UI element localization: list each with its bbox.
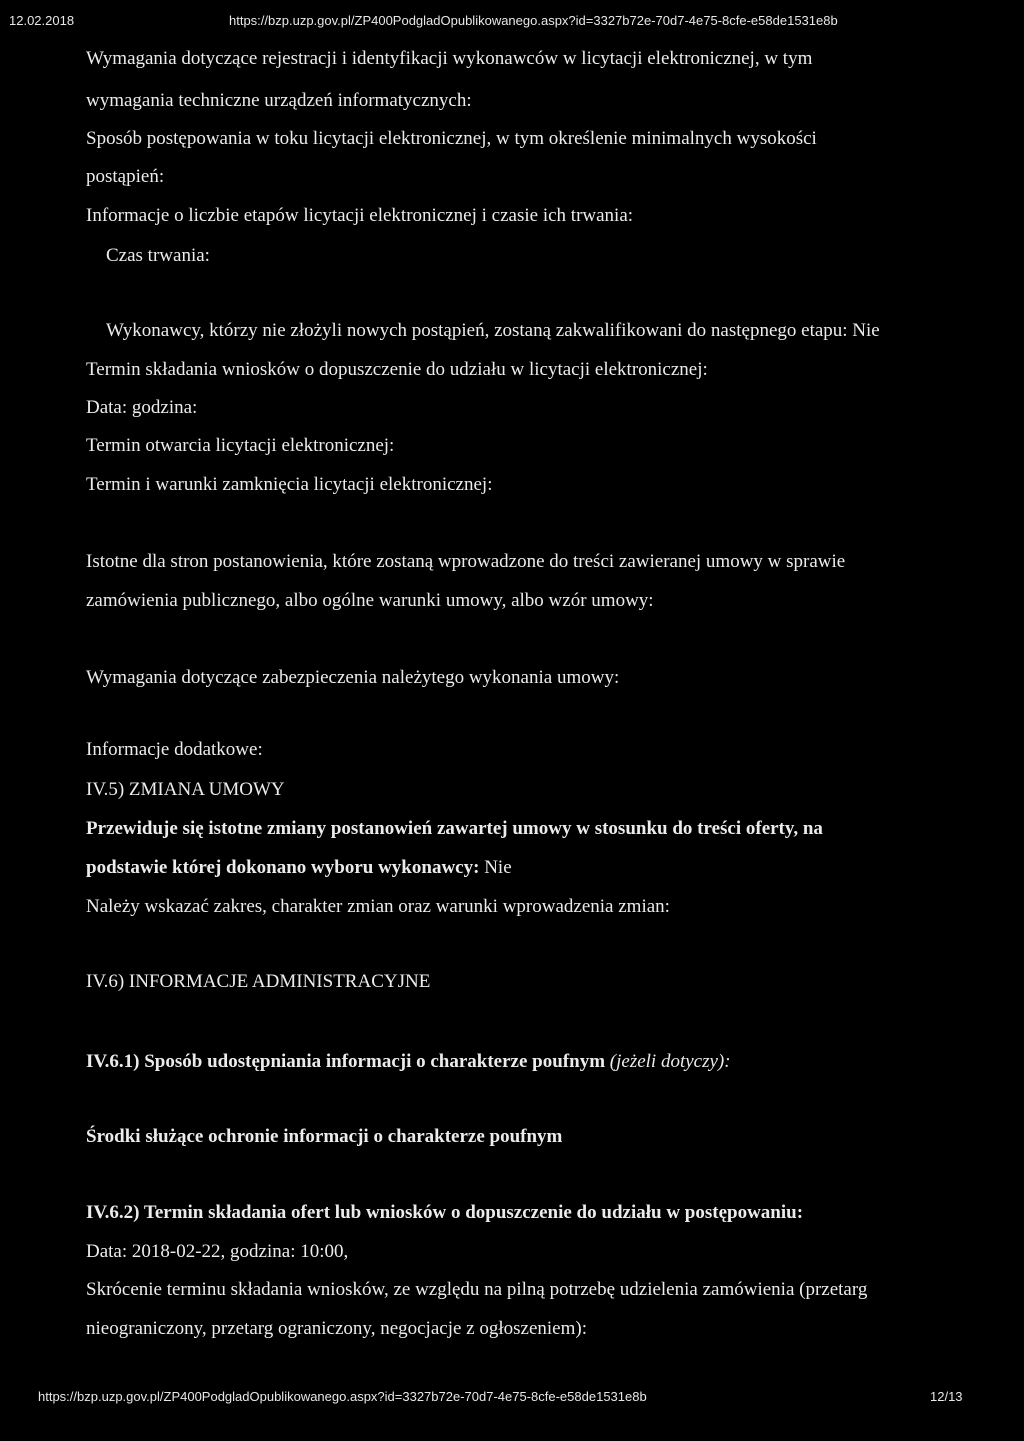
text-line: zamówienia publicznego, albo ogólne warunki umowy, albo wzór umowy: — [86, 590, 654, 611]
text-line: nieograniczony, przetarg ograniczony, negocjacje z ogłoszeniem): — [86, 1318, 587, 1339]
text-line: postąpień: — [86, 166, 165, 187]
text-line: wymagania techniczne urządzeń informatycznych: — [86, 90, 472, 111]
bold-text-line: Środki służące ochronie informacji o charakterze poufnym — [86, 1126, 563, 1147]
bold-label: podstawie której dokonano wyboru wykonawcy: — [86, 857, 480, 878]
section-heading-iv5: IV.5) ZMIANA UMOWY — [86, 779, 285, 800]
text-line: Data: 2018-02-22, godzina: 10:00, — [86, 1241, 349, 1262]
text-line: Sposób postępowania w toku licytacji elektronicznej, w tym określenie minimalnych wysokości — [86, 128, 817, 149]
text-line: Data: godzina: — [86, 397, 198, 418]
print-date: 12.02.2018 — [9, 13, 75, 28]
text-line: Skrócenie terminu składania wniosków, ze względu na pilną potrzebę udzielenia zamówienia (przetarg — [86, 1279, 868, 1300]
section-heading-iv62: IV.6.2) Termin składania ofert lub wniosków o dopuszczenie do udziału w postępowaniu: — [86, 1202, 804, 1223]
text-line: Wymagania dotyczące zabezpieczenia należytego wykonania umowy: — [86, 667, 620, 688]
text-line-mixed — [86, 857, 512, 879]
page-number: 12/13 — [930, 1389, 963, 1404]
text-line: Termin składania wniosków o dopuszczenie do udziału w licytacji elektronicznej: — [86, 359, 708, 380]
italic-note: (jeżeli dotyczy): — [609, 1051, 731, 1072]
section-heading-iv61 — [86, 1051, 731, 1073]
text-line: Wykonawcy, którzy nie złożyli nowych postąpień, zostaną zakwalifikowani do następnego etapu: Nie — [106, 320, 880, 341]
section-heading-iv6: IV.6) INFORMACJE ADMINISTRACYJNE — [86, 971, 431, 992]
text-line: Czas trwania: — [106, 245, 210, 266]
text-line: Informacje o liczbie etapów licytacji elektronicznej i czasie ich trwania: — [86, 205, 634, 226]
text-line: Termin i warunki zamknięcia licytacji elektronicznej: — [86, 474, 493, 495]
bold-text-line: Przewiduje się istotne zmiany postanowień zawartej umowy w stosunku do treści oferty, na — [86, 818, 823, 839]
text-line: Wymagania dotyczące rejestracji i identyfikacji wykonawców w licytacji elektronicznej, w tym — [86, 48, 813, 69]
text-line: Istotne dla stron postanowienia, które zostaną wprowadzone do treści zawieranej umowy w sprawie — [86, 551, 846, 572]
bold-label: IV.6.1) Sposób udostępniania informacji o charakterze poufnym — [86, 1051, 606, 1072]
text-line: Termin otwarcia licytacji elektronicznej: — [86, 435, 395, 456]
footer-url: https://bzp.uzp.gov.pl/ZP400PodgladOpublikowanego.aspx?id=3327b72e-70d7-4e75-8cfe-e58de1531e8b — [38, 1389, 647, 1404]
text-line: Należy wskazać zakres, charakter zmian oraz warunki wprowadzenia zmian: — [86, 896, 670, 917]
answer-value: Nie — [484, 857, 512, 878]
header-url: https://bzp.uzp.gov.pl/ZP400PodgladOpublikowanego.aspx?id=3327b72e-70d7-4e75-8cfe-e58de1531e8b — [229, 13, 838, 28]
text-line: Informacje dodatkowe: — [86, 739, 263, 760]
